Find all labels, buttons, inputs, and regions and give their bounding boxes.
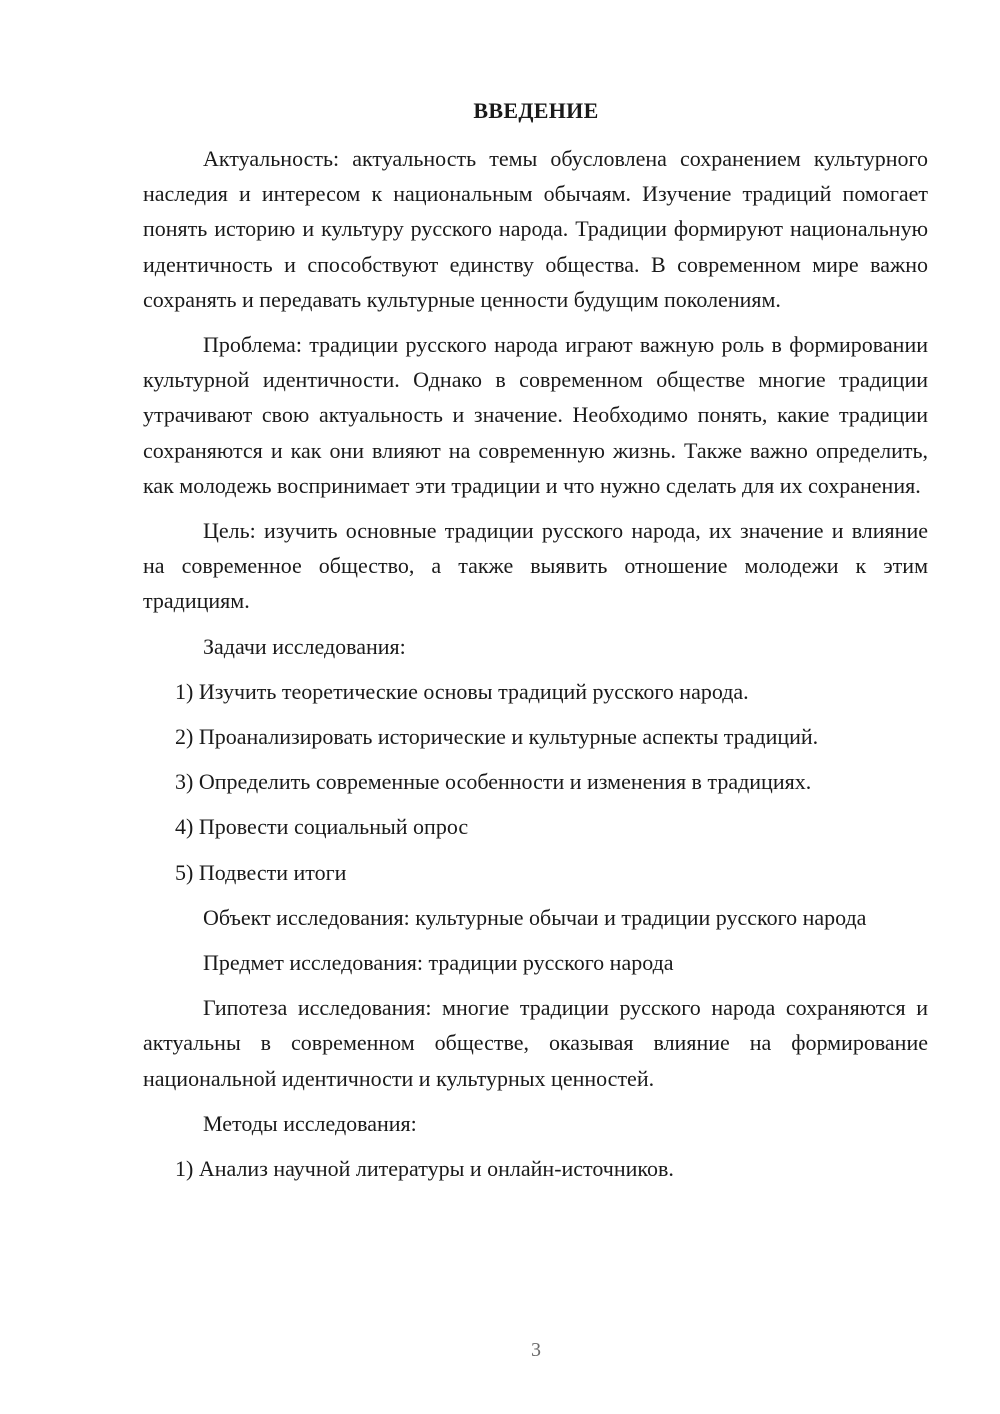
- list-item-task-2: 2) Проанализировать исторические и культурные аспекты традиций.: [175, 724, 819, 750]
- methods-list: [143, 1151, 928, 1186]
- tasks-list: [143, 674, 928, 890]
- list-item-task-1: 1) Изучить теоретические основы традиций русского народа.: [175, 678, 749, 704]
- paragraph-subject: Предмет исследования: традиции русского народа: [203, 950, 674, 976]
- list-item-method-1: 1) Анализ научной литературы и онлайн-источников.: [175, 1156, 674, 1182]
- paragraph-object: Объект исследования: культурные обычаи и традиции русского народа: [203, 904, 867, 930]
- tasks-heading: Задачи исследования:: [203, 633, 406, 659]
- paragraph-hypothesis: Гипотеза исследования: многие традиции русского народа сохраняются и актуальны в современном обществе, оказывая влияние на формирование национальной идентичности и культурных ценностей.: [143, 995, 928, 1091]
- page-number: 3: [531, 1339, 541, 1361]
- page-title: ВВЕДЕНИЕ: [473, 98, 599, 123]
- list-item-task-4: 4) Провести социальный опрос: [175, 814, 469, 840]
- paragraph-problem: Проблема: традиции русского народа играют важную роль в формировании культурной идентичности. Однако в современном обществе многие традиции утрачивают свою актуальность и значение. Необходимо понять, какие традиции сохраняются и как они влияют на современную жизнь. Также важно определить, как молодежь воспринимает эти традиции и что нужно сделать для их сохранения.: [143, 332, 928, 498]
- paragraph-goal: Цель: изучить основные традиции русского народа, их значение и влияние на современное общество, а также выявить отношение молодежи к этим традициям.: [143, 518, 928, 614]
- document-body: [143, 141, 928, 1186]
- list-item-task-5: 5) Подвести итоги: [175, 859, 347, 885]
- list-item-task-3: 3) Определить современные особенности и изменения в традициях.: [175, 769, 812, 795]
- paragraph-relevance: Актуальность: актуальность темы обусловлена сохранением культурного наследия и интересом к национальным обычаям. Изучение традиций помогает понять историю и культуру русского народа. Традиции формируют национальную идентичность и способствуют единству общества. В современном мире важно сохранять и передавать культурные ценности будущим поколениям.: [143, 146, 928, 312]
- methods-heading: Методы исследования:: [203, 1110, 417, 1136]
